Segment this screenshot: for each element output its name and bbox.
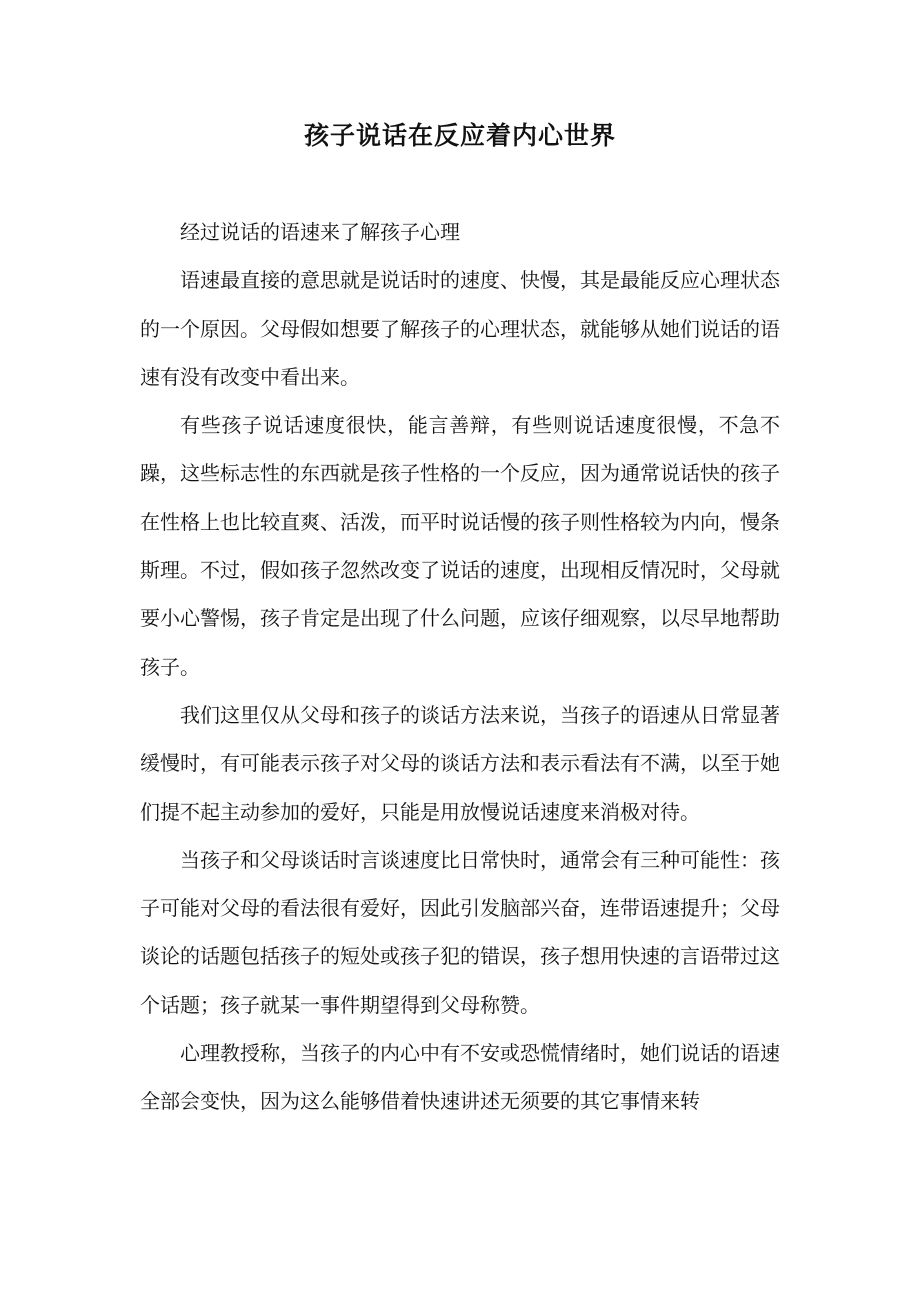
document-title: 孩子说话在反应着内心世界: [303, 121, 616, 150]
paragraph: 语速最直接的意思就是说话时的速度、快慢，其是最能反应心理状态的一个原因。父母假如想要了解孩子的心理状态，就能够从她们说话的语速有没有改变中看出来。: [140, 268, 780, 389]
paragraph: 我们这里仅从父母和孩子的谈话方法来说，当孩子的语速从日常显著缓慢时，有可能表示孩子对父母的谈话方法和表示看法有不满，以至于她们提不起主动参加的爱好，只能是用放慢说话速度来消极对待。: [140, 702, 780, 824]
paragraph: 当孩子和父母谈话时言谈速度比日常快时，通常会有三种可能性：孩子可能对父母的看法很有爱好，因此引发脑部兴奋，连带语速提升；父母谈论的话题包括孩子的短处或孩子犯的错误，孩子想用快速的言语带过这个话题；孩子就某一事件期望得到父母称赞。: [140, 847, 780, 1017]
paragraph: 心理教授称，当孩子的内心中有不安或恐慌情绪时，她们说话的语速全部会变快，因为这么能够借着快速讲述无须要的其它事情来转: [140, 1041, 780, 1114]
document-body: [140, 208, 780, 1126]
paragraph-subheading: 经过说话的语速来了解孩子心理: [180, 220, 460, 244]
paragraph: 有些孩子说话速度很快，能言善辩，有些则说话速度很慢，不急不躁，这些标志性的东西就是孩子性格的一个反应，因为通常说话快的孩子在性格上也比较直爽、活泼，而平时说话慢的孩子则性格较为内向，慢条斯理。不过，假如孩子忽然改变了说话的速度，出现相反情况时，父母就要小心警惕，孩子肯定是出现了什么问题，应该仔细观察，以尽早地帮助孩子。: [140, 413, 780, 679]
